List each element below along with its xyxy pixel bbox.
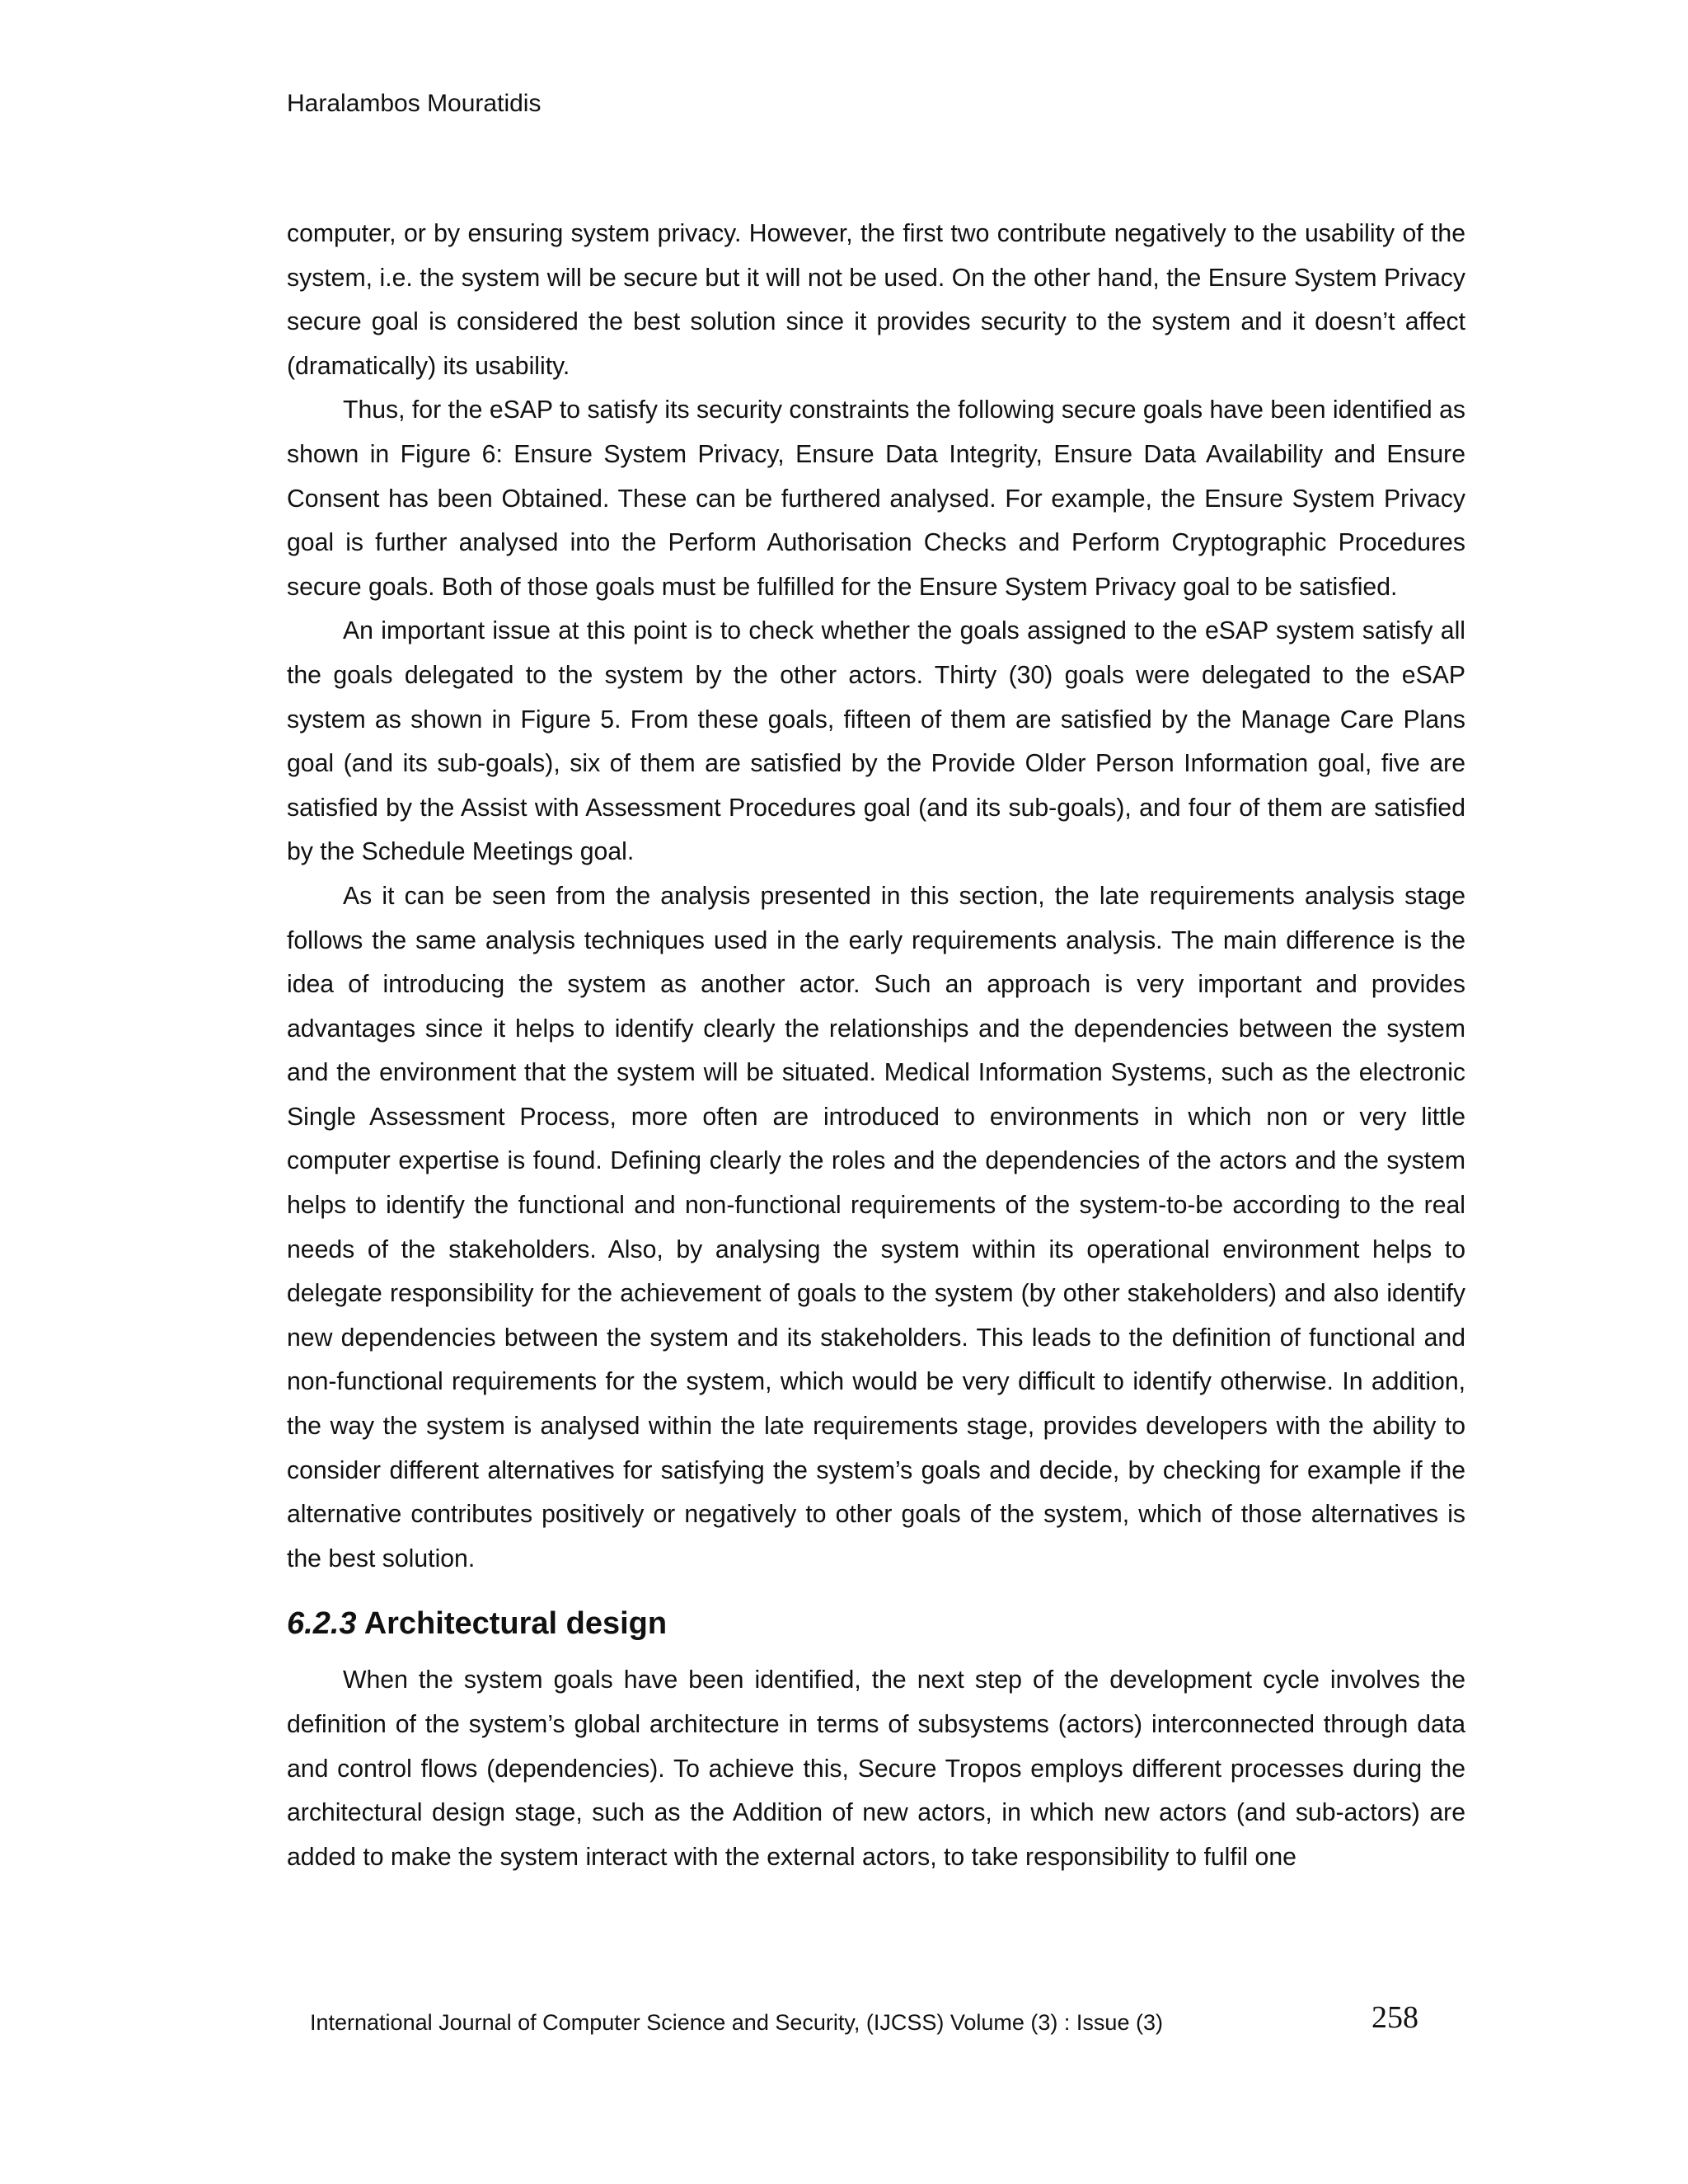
paragraph-continuation: computer, or by ensuring system privacy. However, the first two contribute negatively to the usability of the system, i.e. the system will be secure but it will not be used. On the other hand, the Ensure System Privacy secure goal is considered the best solution since it provides security to the system and it doesn’t affect (dramatically) its usability. xyxy=(287,220,1465,380)
section-heading xyxy=(287,1602,1465,1645)
section-number: 6.2.3 xyxy=(287,1606,357,1642)
page-number: 258 xyxy=(1372,2000,1418,2035)
paragraph-architectural-design: When the system goals have been identified, the next step of the development cycle involves the definition of the system’s global architecture in terms of subsystems (actors) interconnected through data and control flows (dependencies). To achieve this, Secure Tropos employs different processes during the architectural design stage, such as the Addition of new actors, in which new actors (and sub-actors) are added to make the system interact with the external actors, to take responsibility to fulfil one xyxy=(287,1666,1465,1871)
body-text xyxy=(287,212,1465,1879)
running-header-author: Haralambos Mouratidis xyxy=(287,90,542,117)
section-title: Architectural design xyxy=(363,1606,668,1642)
paragraph-delegated-goals: An important issue at this point is to check whether the goals assigned to the eSAP system satisfy all the goals delegated to the system by the other actors. Thirty (30) goals were delegated to the eSAP system as shown in Figure 5. From these goals, fifteen of them are satisfied by the Manage Care Plans goal (and its sub-goals), six of them are satisfied by the Provide Older Person Information goal, five are satisfied by the Assist with Assessment Procedures goal (and its sub-goals), and four of them are satisfied by the Schedule Meetings goal. xyxy=(287,617,1465,866)
paragraph-late-requirements: As it can be seen from the analysis presented in this section, the late requirements analysis stage follows the same analysis techniques used in the early requirements analysis. The main difference is the idea of introducing the system as another actor. Such an approach is very important and provides advantages since it helps to identify clearly the relationships and the dependencies between the system and the environment that the system will be situated. Medical Information Systems, such as the electronic Single Assessment Process, more often are introduced to environments in which non or very little computer expertise is found. Defining clearly the roles and the dependencies of the actors and the system helps to identify the functional and non-functional requirements of the system-to-be according to the real needs of the stakeholders. Also, by analysing the system within its operational environment helps to delegate responsibility for the achievement of goals to the system (by other stakeholders) and also identify new dependencies between the system and its stakeholders. This leads to the definition of functional and non-functional requirements for the system, which would be very difficult to identify otherwise. In addition, the way the system is analysed within the late requirements stage, provides developers with the ability to consider different alternatives for satisfying the system’s goals and decide, by checking for example if the alternative contributes positively or negatively to other goals of the system, which of those alternatives is the best solution. xyxy=(287,882,1465,1572)
footer-journal-citation: International Journal of Computer Science and Security, (IJCSS) Volume (3) : Issue (3) xyxy=(310,2010,1163,2035)
paragraph-secure-goals: Thus, for the eSAP to satisfy its security constraints the following secure goals have been identified as shown in Figure 6: Ensure System Privacy, Ensure Data Integrity, Ensure Data Availability and Ensure Consent has been Obtained. These can be furthered analysed. For example, the Ensure System Privacy goal is further analysed into the Perform Authorisation Checks and Perform Cryptographic Procedures secure goals. Both of those goals must be fulfilled for the Ensure System Privacy goal to be satisfied. xyxy=(287,396,1465,601)
